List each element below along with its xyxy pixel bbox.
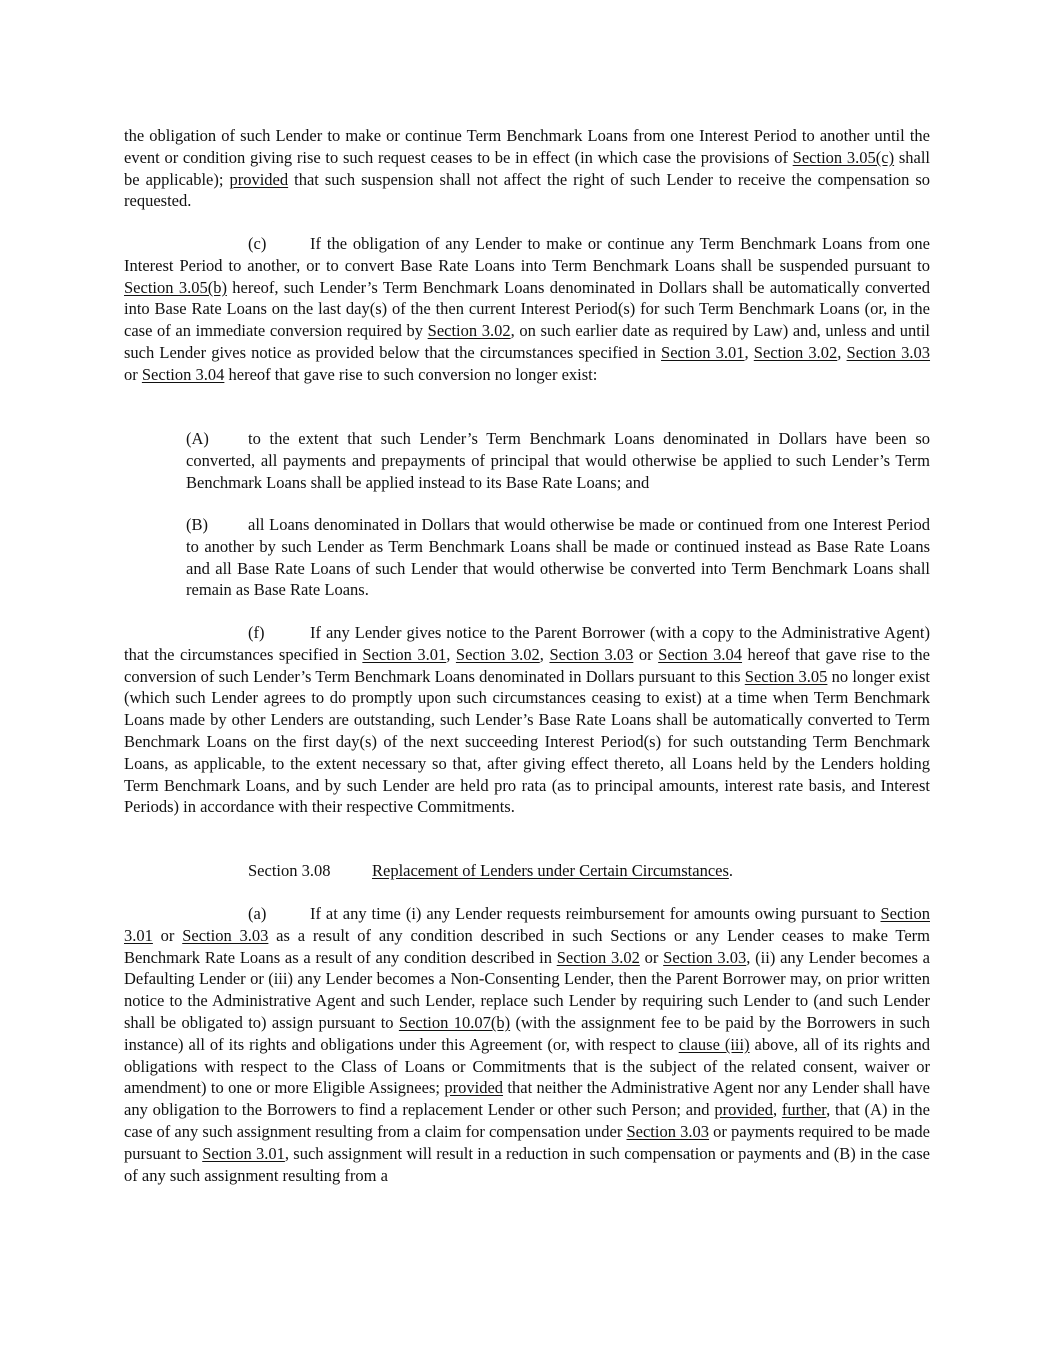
text-run: no longer exist (which such Lender agrees to do promptly upon such circumstances ceasing to exist) at a time when Term Benchmark Loans made by other Lenders are outstanding, such Lender’s Base Rate Loans shall be automatically converted to Term Benchmark Loans on the first day(s) of the next succeeding Interest Period(s) for such outstanding Term Benchmark Loans, as applicable, to the extent necessary so that, after giving effect thereto, all Loans held by the Lenders holding Term Benchmark Loans, and by such Lender are held pro rata (as to principal amounts, interest rate basis, and Interest Periods) in accordance with their respective Commitments. (124, 666, 930, 817)
text-run: , (ii) any Lender becomes a Defaulting Lender or (iii) any Lender becomes a Non-Consenting Lender, then the Parent Borrower may, on prior written notice to the Administrative Agent and such Lender, replace such Lender by requiring such Lender to (and such Lender shall be obligated to) assign pursuant to (124, 947, 930, 1032)
clause-label: (A) (186, 429, 209, 448)
clause-label: (f) (248, 623, 265, 642)
cross-reference[interactable]: clause (iii) (678, 1034, 750, 1054)
section-heading-underlined (248, 861, 729, 880)
text-run: , (772, 1100, 782, 1120)
cross-reference[interactable]: Section 3.03 (549, 644, 634, 664)
clause-label: (a) (248, 904, 267, 923)
paragraph-a (124, 903, 930, 1186)
cross-reference[interactable]: Section 3.01 (661, 342, 745, 362)
subparagraph-A (186, 428, 930, 493)
defined-term-provided: provided (444, 1078, 504, 1098)
cross-reference[interactable]: Section 3.04 (658, 644, 743, 664)
cross-reference[interactable]: Section 3.02 (753, 342, 838, 362)
section-title: Replacement of Lenders under Certain Circumstances (372, 861, 729, 880)
cross-reference[interactable]: Section 3.05(c) (792, 147, 895, 167)
text-run: or (152, 925, 183, 945)
subparagraph-B (186, 514, 930, 601)
paragraph-f (124, 622, 930, 818)
cross-reference[interactable]: Section 3.03 (626, 1121, 710, 1141)
text-run: hereof that gave rise to such conversion no longer exist: (224, 364, 598, 384)
text-run: or (639, 947, 664, 967)
cross-reference[interactable]: Section 3.04 (141, 364, 225, 384)
clause-label: (B) (186, 515, 208, 534)
text-run: , (446, 644, 456, 664)
text-run: , that (A) in the case of any such assignment resulting from a claim for compensation under (124, 1100, 930, 1141)
cross-reference[interactable]: Section 3.01 (362, 644, 447, 664)
text-run: to the extent that such Lender’s Term Benchmark Loans denominated in Dollars have been so converted, all payments and prepayments of principal that would otherwise be applied to such Lender’s Term Benchmark Loans shall be applied instead to its Base Rate Loans; and (186, 429, 930, 492)
text-run: above, all of its rights and obligations with respect to the Class of Loans or Commitments that is the subject of the related consent, waiver or amendment) to one or more Eligible Assignees; (124, 1034, 931, 1098)
text-run: hereof, such Lender’s Term Benchmark Loans denominated in Dollars shall be automatically converted into Base Rate Loans on the last day(s) of the then current Interest Period(s) for such Term Benchmark Loans (or, in the case of an immediate conversion required by (124, 277, 930, 341)
defined-term-further: further (781, 1100, 827, 1120)
defined-term-provided: provided (229, 169, 289, 189)
cross-reference[interactable]: Section 3.02 (455, 644, 540, 664)
text-run: If any Lender gives notice to the Parent Borrower (with a copy to the Administrative Agent) that the circumstances specified in (124, 623, 930, 664)
text-run: that neither the Administrative Agent nor any Lender shall have any obligation to the Borrowers to find a replacement Lender or other such Person; and (124, 1078, 930, 1120)
text-run: that such suspension shall not affect the right of such Lender to receive the compensation so requested. (124, 169, 930, 211)
text-run: , (837, 342, 847, 362)
text-run: , (539, 644, 550, 664)
cross-reference[interactable]: Section 3.01 (202, 1143, 285, 1163)
section-heading-period: . (728, 861, 734, 880)
text-run: shall be applicable); (124, 147, 930, 189)
text-run: , on such earlier date as required by Law) and, unless and until such Lender gives notice as provided below that the circumstances specified in (124, 321, 930, 362)
section-heading (248, 860, 948, 882)
text-run: If the obligation of any Lender to make or continue any Term Benchmark Loans from one Interest Period to another, or to convert Base Rate Loans into Term Benchmark Loans shall be suspended pursuant to (124, 234, 930, 275)
cross-reference[interactable]: Section 10.07(b) (398, 1012, 511, 1032)
text-run: as a result of any condition described in such Sections or any Lender ceases to make Term Benchmark Rate Loans as a result of any condition described in (124, 925, 931, 967)
text-run: hereof that gave rise to the conversion of such Lender’s Term Benchmark Loans denominated in Dollars pursuant to this (124, 644, 931, 686)
cross-reference[interactable]: Section 3.05(b) (124, 277, 227, 297)
text-run: or (633, 644, 659, 664)
cross-reference[interactable]: Section 3.01 (124, 904, 930, 945)
section-number: Section 3.08 (248, 861, 331, 880)
clause-label: (c) (248, 234, 267, 253)
text-run: the obligation of such Lender to make or continue Term Benchmark Loans from one Interest Period to another until the event or condition giving rise to such request ceases to be in effect (in which case the provisions of (124, 126, 930, 167)
text-run: , (744, 342, 754, 362)
text-run: , such assignment will result in a reduction in such compensation or payments and (B) in the case of any such assignment resulting from a (124, 1143, 930, 1185)
text-run: (with the assignment fee to be paid by the Borrowers in such instance) all of its rights and obligations under this Agreement (or, with respect to (124, 1012, 930, 1054)
text-run: all Loans denominated in Dollars that would otherwise be made or continued from one Interest Period to another by such Lender as Term Benchmark Loans shall be made or continued instead as Base Rate Loans and all Base Rate Loans of such Lender that would otherwise be converted into Term Benchmark Loans shall remain as Base Rate Loans. (186, 515, 930, 600)
text-run: or (124, 364, 142, 384)
text-run: or payments required to be made pursuant to (124, 1121, 931, 1163)
text-run: If at any time (i) any Lender requests reimbursement for amounts owing pursuant to (310, 904, 881, 923)
cross-reference[interactable]: Section 3.05 (744, 666, 828, 686)
cross-reference[interactable]: Section 3.02 (556, 947, 640, 967)
cross-reference[interactable]: Section 3.03 (663, 947, 747, 967)
cross-reference[interactable]: Section 3.02 (427, 321, 511, 341)
paragraph-continuation (124, 125, 930, 212)
defined-term-provided: provided (714, 1100, 773, 1120)
cross-reference[interactable]: Section 3.03 (846, 342, 931, 362)
paragraph-c (124, 233, 930, 386)
cross-reference[interactable]: Section 3.03 (182, 925, 269, 945)
